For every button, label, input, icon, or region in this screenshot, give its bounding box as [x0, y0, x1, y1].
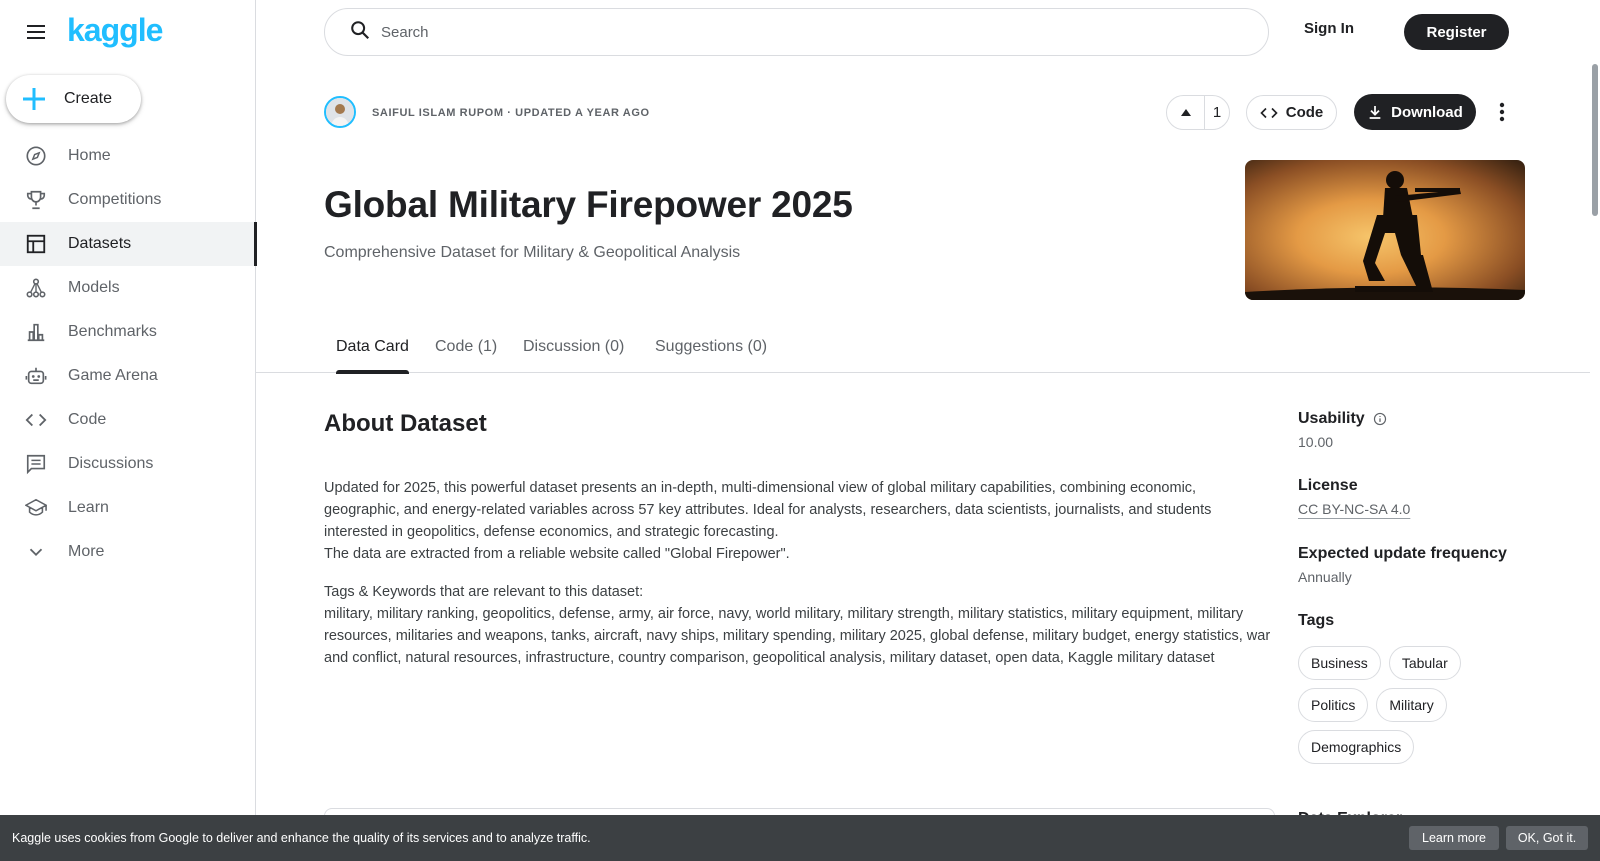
- robot-icon: [24, 364, 48, 388]
- vote-count: 1: [1212, 104, 1222, 121]
- info-icon[interactable]: [1373, 412, 1387, 426]
- cookie-message: Kaggle uses cookies from Google to deliver and enhance the quality of its services and to analyze traffic.: [12, 831, 591, 845]
- sidebar-item-game-arena[interactable]: [0, 354, 256, 398]
- sidebar-item-label: Home: [68, 147, 111, 164]
- table-icon: [24, 232, 48, 256]
- dataset-cover-image: [1245, 160, 1525, 300]
- download-icon: [1367, 104, 1383, 120]
- tag-chip-military[interactable]: Military: [1376, 688, 1446, 722]
- dataset-subtitle: Comprehensive Dataset for Military & Geopolitical Analysis: [324, 244, 741, 261]
- download-button[interactable]: [1354, 94, 1476, 130]
- comment-icon: [24, 452, 48, 476]
- sidebar: [0, 0, 256, 861]
- chevron-down-icon: [24, 540, 48, 564]
- sidebar-item-label: More: [68, 543, 105, 560]
- sidebar-item-label: Learn: [68, 499, 109, 516]
- sidebar-item-models[interactable]: [0, 266, 256, 310]
- sidebar-item-benchmarks[interactable]: [0, 310, 256, 354]
- sidebar-item-home[interactable]: [0, 134, 256, 178]
- tags-label: Tags: [1298, 612, 1335, 629]
- sidebar-item-more[interactable]: [0, 530, 256, 574]
- sidebar-item-label: Models: [68, 279, 120, 296]
- create-button[interactable]: [6, 75, 141, 123]
- code-icon: [1260, 104, 1278, 122]
- sidebar-item-label: Game Arena: [68, 367, 158, 384]
- tag-chip-demographics[interactable]: Demographics: [1298, 730, 1414, 764]
- sidebar-item-discussions[interactable]: [0, 442, 256, 486]
- license-label: License: [1298, 477, 1358, 494]
- license-link[interactable]: CC BY-NC-SA 4.0: [1298, 501, 1411, 517]
- dataset-tabs: [256, 330, 1590, 373]
- tag-list: [1298, 646, 1538, 764]
- tag-chip-business[interactable]: Business: [1298, 646, 1381, 680]
- sidebar-nav: [0, 134, 256, 574]
- tags-intro: Tags & Keywords that are relevant to this dataset:: [324, 584, 644, 600]
- description-paragraph: Updated for 2025, this powerful dataset presents an in-depth, multi-dimensional view of global military capabilities, combining economic, geographic, and energy-related variables across 57 key attributes. Ideal for analysts, researchers, data scientists, journalists, and students interested in geopolitics, defense economics, and strategic forecasting.: [324, 480, 1212, 540]
- tag-chip-politics[interactable]: Politics: [1298, 688, 1368, 722]
- compass-icon: [24, 144, 48, 168]
- usability-label: Usability: [1298, 410, 1365, 427]
- dataset-description: [324, 477, 1274, 685]
- tab-discussion[interactable]: Discussion (0): [523, 338, 625, 355]
- tag-chip-tabular[interactable]: Tabular: [1389, 646, 1461, 680]
- sign-in-button[interactable]: Sign In: [1304, 20, 1354, 37]
- plus-icon: [22, 87, 46, 111]
- tab-code[interactable]: Code (1): [435, 338, 498, 355]
- learn-more-button[interactable]: Learn more: [1409, 826, 1499, 850]
- sidebar-item-learn[interactable]: [0, 486, 256, 530]
- bar-chart-icon: [24, 320, 48, 344]
- usability-value: 10.00: [1298, 434, 1334, 450]
- avatar[interactable]: [324, 96, 356, 128]
- sidebar-item-label: Competitions: [68, 191, 162, 208]
- keywords-paragraph: military, military ranking, geopolitics, defense, army, air force, navy, world military, military strength, military statistics, military equipment, military resources, militaries and weapons, tanks, aircraft, navy ships, military spending, military 2025, global defense, military budget, energy statistics, war and conflict, natural resources, infrastructure, country comparison, geopolitical analysis, military dataset, open data, Kaggle military dataset: [324, 606, 1271, 666]
- more-vert-icon[interactable]: [1490, 100, 1514, 124]
- tab-suggestions[interactable]: Suggestions (0): [655, 338, 768, 355]
- ok-got-it-button[interactable]: OK, Got it.: [1506, 826, 1588, 850]
- code-icon: [24, 408, 48, 432]
- create-label: Create: [64, 90, 113, 107]
- upvote-icon: [1167, 96, 1205, 129]
- sidebar-item-competitions[interactable]: [0, 178, 256, 222]
- models-icon: [24, 276, 48, 300]
- kaggle-logo[interactable]: kaggle: [67, 12, 163, 48]
- dataset-byline: SAIFUL ISLAM RUPOM · UPDATED A YEAR AGO: [372, 107, 650, 119]
- search-input[interactable]: [381, 24, 1181, 41]
- tab-data-card[interactable]: Data Card: [336, 338, 409, 373]
- code-button[interactable]: [1246, 95, 1337, 130]
- sidebar-item-code[interactable]: [0, 398, 256, 442]
- menu-icon[interactable]: [24, 20, 48, 44]
- update-frequency-value: Annually: [1298, 569, 1352, 585]
- cookie-banner: [0, 815, 1600, 861]
- sidebar-item-label: Code: [68, 411, 107, 428]
- dataset-title: Global Military Firepower 2025: [324, 184, 853, 225]
- school-icon: [24, 496, 48, 520]
- sidebar-item-label: Benchmarks: [68, 323, 157, 340]
- scrollbar-thumb[interactable]: [1592, 64, 1598, 216]
- code-button-label: Code: [1285, 104, 1324, 121]
- search-icon: [349, 19, 371, 46]
- register-button[interactable]: Register: [1404, 14, 1509, 50]
- download-button-label: Download: [1391, 103, 1463, 121]
- upvote-button[interactable]: [1166, 95, 1230, 130]
- trophy-icon: [24, 188, 48, 212]
- sidebar-item-label: Discussions: [68, 455, 154, 472]
- sidebar-item-datasets[interactable]: [0, 222, 256, 266]
- sidebar-item-label: Datasets: [68, 235, 132, 252]
- description-paragraph: The data are extracted from a reliable website called "Global Firepower".: [324, 546, 790, 562]
- about-heading: About Dataset: [324, 410, 487, 437]
- search-bar[interactable]: [324, 8, 1269, 56]
- update-frequency-label: Expected update frequency: [1298, 545, 1507, 562]
